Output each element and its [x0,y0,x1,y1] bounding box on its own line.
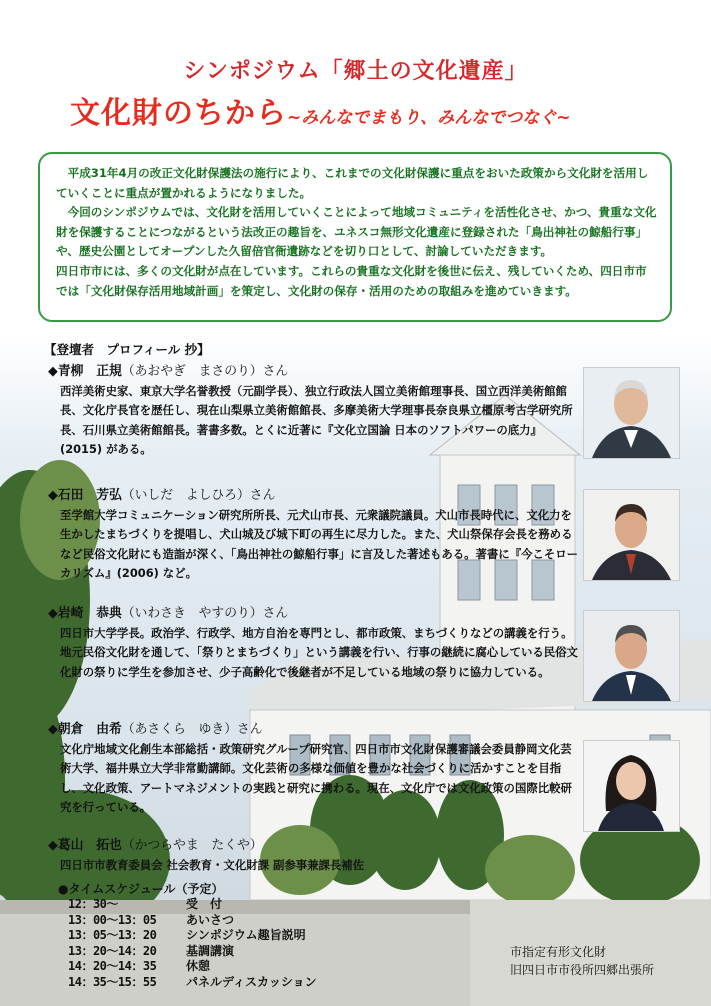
speaker-bio: 四日市市教育委員会 社会教育・文化財課 副参事兼課長補佐 [60,858,365,872]
speaker-reading: （あさくら ゆき）さん [121,722,263,737]
schedule-event: シンポジウム趣旨説明 [186,928,306,943]
portrait-icon [584,741,679,831]
speaker-aoyagi [48,362,583,460]
speaker-bio: 文化庁地域文化創生本部総括・政策研究グループ研究官、四日市市文化財保護審議会委員静岡文化芸術大学、福井県立大学非常勤講師。文化芸術の多様な価値を豊かな社会づくりに活かすことを目指し、文化政策、アートマネジメントの実践と研究に携わる。現在、文化庁では文化政策の国際比較研究を行っている。 [60,742,572,815]
speaker-ishida [48,486,583,584]
speaker-name-row [48,836,583,856]
speaker-bio: 西洋美術史家、東京大学名誉教授（元副学長）、独立行政法人国立美術館理事長、国立西洋美術館館長、文化庁長官を歴任し、現在山梨県立美術館館長、多摩美術大学理事長奈良県立橿原考古学研究所長、石川県立美術館館長。著書多数。とくに近著に『文化立国論 日本のソフトパワーの底力』(2015) がある。 [60,384,573,457]
intro-box [38,152,672,322]
schedule-row [68,897,317,913]
schedule-label: ●タイムスケジュール（予定） [58,882,224,896]
speaker-photo-asakura [583,740,680,832]
speaker-asakura [48,720,583,818]
main-subtitle: ~みんなでまもり、みんなでつなぐ~ [287,108,571,128]
schedule-event: 休憩 [186,959,211,974]
speaker-reading: （あおやぎ まさのり）さん [121,364,289,379]
main-title-text: 文化財のちから [70,96,287,131]
speaker-name-row [48,362,583,382]
schedule-table [68,897,317,991]
intro-paragraph-3: 四日市市には、多くの文化財が点在しています。これらの貴重な文化財を後世に伝え、残していくため、四日市市では「文化財保存活用地域計画」を策定し、文化財の保存・活用のための取組みを進めていきます。 [56,263,647,298]
intro-paragraph-2: 今回のシンポジウムでは、文化財を活用していくことによって地域コミュニティを活性化させ、かつ、貴重な文化財を保護することにつながるという法改正の趣旨を、ユネスコ無形文化遺産に登録された「鳥出神社の鯨船行事」や、歴史公園としてオープンした久留倍官衙遺跡などを切り口として、討論していただきます。 [56,205,657,259]
portrait-icon [584,611,679,701]
schedule-event: パネルディスカッション [186,974,317,989]
main-title [70,88,571,132]
speaker-katsurayama [48,836,583,875]
schedule-row [68,913,317,929]
portrait-icon [584,490,679,580]
speaker-reading: （かつらやま たくや） [121,838,263,853]
speaker-photo-iwasaki [583,610,680,702]
schedule-time: 13：20～14：20 [68,943,157,958]
speaker-reading: （いしだ よしひろ）さん [121,488,276,503]
symposium-title: シンポジウム「郷土の文化遺産」 [183,59,528,84]
speaker-name-row [48,720,583,740]
speaker-photo-ishida [583,489,680,581]
speaker-name: ◆石田 芳弘 [48,488,122,503]
building-caption [510,943,654,979]
schedule-row [68,975,317,991]
schedule-time: 14：35～15：55 [68,974,157,989]
schedule-time: 13：05～13：20 [68,928,157,943]
schedule-event: 基調講演 [186,943,235,958]
schedule-row [68,928,317,944]
speaker-bio: 四日市大学学長。政治学、行政学、地方自治を専門とし、都市政策、まちづくりなどの講義を行う。地元民俗文化財を通して、「祭りとまちづくり」という講義を行い、行事の継続に腐心している民俗文化財の祭りに学生を参加させ、少子高齢化で後継者が不足している地域の祭りに協力している。 [60,626,578,679]
speaker-iwasaki [48,604,583,682]
speaker-section-title: 【登壇者 プロフィール 抄】 [44,342,210,357]
speaker-name-row [48,604,583,624]
speaker-name: ◆青柳 正規 [48,364,122,379]
schedule-event: あいさつ [186,912,235,927]
speaker-name-row [48,486,583,506]
caption-line-1: 市指定有形文化財 [510,945,607,959]
speaker-photo-aoyagi [583,367,680,459]
time-schedule [58,881,317,991]
speaker-name: ◆岩崎 恭典 [48,606,122,621]
portrait-icon [584,368,679,458]
schedule-time: 13：00～13：05 [68,912,157,927]
schedule-time: 14：20～14：35 [68,959,157,974]
speaker-name: ◆葛山 拓也 [48,838,122,853]
caption-line-2: 旧四日市市役所四郷出張所 [510,963,655,977]
schedule-row [68,959,317,975]
schedule-time: 12：30～ [68,897,118,911]
speaker-reading: （いわさき やすのり）さん [121,606,289,621]
schedule-row [68,944,317,960]
intro-paragraph-1: 平成31年4月の改正文化財保護法の施行により、これまでの文化財保護に重点をおいた政策から文化財を活用していくことに重点が置かれるようになりました。 [56,166,649,200]
speaker-name: ◆朝倉 由希 [48,722,122,737]
schedule-event: 受 付 [186,897,223,911]
speaker-bio: 至学館大学コミュニケーション研究所所長、元犬山市長、元衆議院議員。犬山市長時代に、文化力を生かしたまちづくりを提唱し、犬山城及び城下町の再生に尽力した。また、犬山祭保存会長を務めるなど民俗文化財にも造詣が深く、「鳥出神社の鯨船行事」に言及した著述もある。著書に『今こそローカリズム』(2006) など。 [60,508,579,581]
